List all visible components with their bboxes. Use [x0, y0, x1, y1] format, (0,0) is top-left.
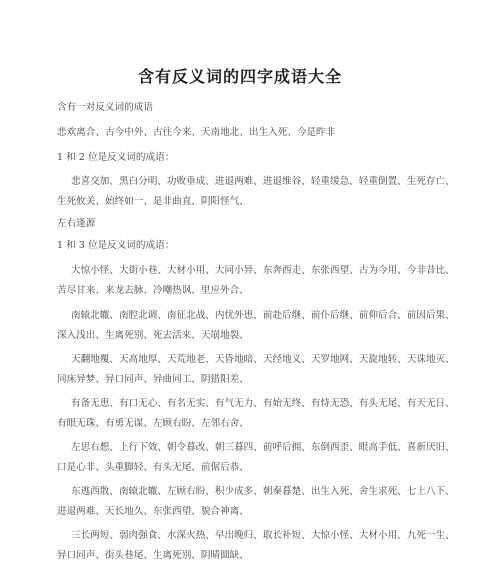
idiom-paragraph: 南辕北辙、南腔北调、南征北战、内忧外患、前赴后继、前仆后继、前仰后合、前因后果、深入浅出、生离死别、死去活来、天崩地裂、	[57, 310, 455, 341]
section-heading: 含有一对反义词的成语	[57, 102, 153, 113]
section-heading: 左右逢源	[57, 218, 96, 229]
section-body: 悲喜交加、黑白分明、功败垂成、进退两难、进退维谷、轻重缓急、轻重倒置、生死存亡、生死攸关、始终如一、是非曲直、阴阳怪气、	[57, 176, 455, 207]
document-title: 含有反义词的四字成语大全	[137, 67, 342, 86]
idiom-paragraph: 有备无患、有口无心、有名无实、有气无力、有始无终、有恃无恐、有头无尾、有天无日、有眼无珠、有勇无谋、左顾右盼、左邻右舍、	[57, 398, 455, 429]
section-heading: 1 和 3 位是反义词的成语：	[57, 240, 175, 251]
section-heading: 1 和 2 位是反义词的成语：	[57, 152, 175, 163]
idiom-paragraph: 东逃西散、南辕北辙、左顾右盼、积少成多、朝秦暮楚、出生入死、舍生求死、七上八下、进退两难、天长地久、东张西望、貌合神离、	[57, 486, 455, 517]
section-body: 悲欢离合、古今中外、古往今来、天南地北、出生入死、今是昨非	[57, 127, 336, 138]
idiom-paragraph: 三长两短、弱肉强食、水深火热、早出晚归、取长补短、大惊小怪、大材小用、九死一生、异口同声、街头巷尾、生离死别、阴晴圆缺、	[57, 530, 455, 561]
idiom-paragraph: 左思右想、上行下效、朝令暮改、朝三暮四、前呼后拥、东倒西歪、眼高手低、喜新厌旧、口是心非、头重脚轻、有头无尾、前倨后恭、	[57, 442, 455, 473]
idiom-paragraph: 大惊小怪、大街小巷、大材小用、大同小异、东奔西走、东张西望、古为今用、今非昔比、苦尽甘来、来龙去脉、冷嘲热讽、里应外合、	[57, 265, 455, 296]
idiom-paragraph: 天翻地覆、天高地厚、天荒地老、天昏地暗、天经地义、天罗地网、天旋地转、天诛地灭、同床异梦、异口同声、异曲同工、阴错阳差、	[57, 354, 455, 385]
